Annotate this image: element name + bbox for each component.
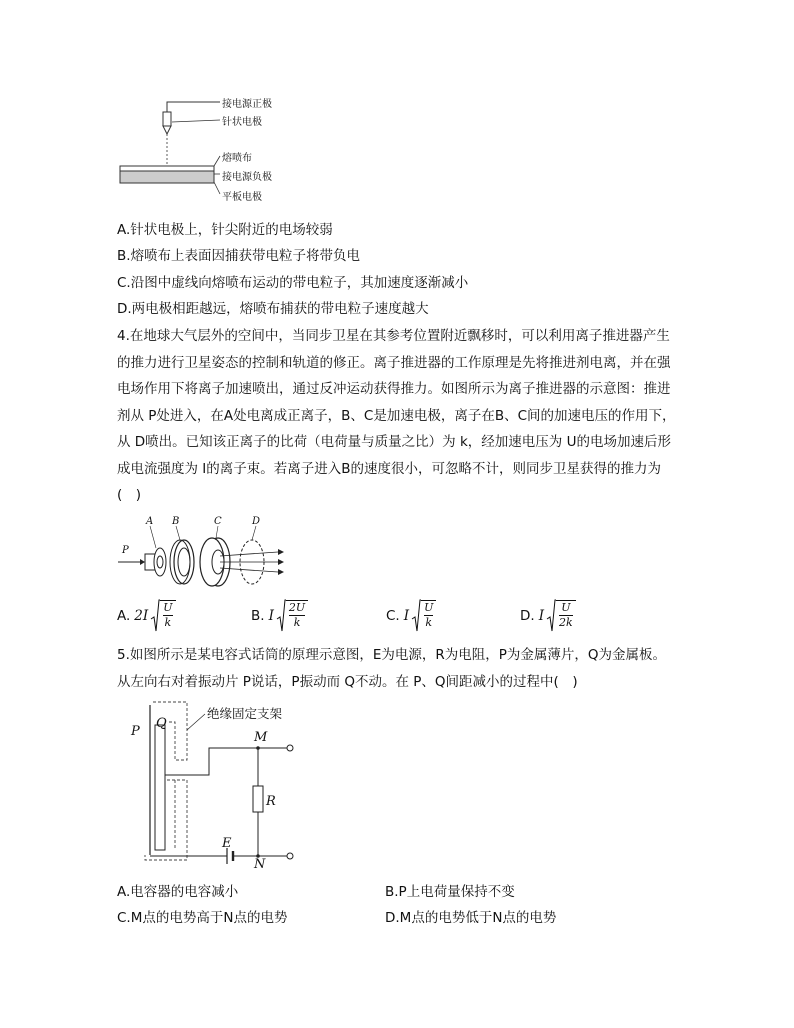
thruster-label-d: D xyxy=(252,516,261,527)
q3-option-a[interactable]: A.针状电极上，针尖附近的电场较弱 xyxy=(117,222,333,238)
q4-option-d-num: U xyxy=(561,601,571,614)
q4-option-a-label: A. xyxy=(117,608,131,624)
q4-option-a-den: k xyxy=(164,616,172,629)
q4-option-b[interactable] xyxy=(251,598,308,634)
radical-icon xyxy=(546,599,556,633)
q4-stem: 4.在地球大气层外的空间中，当同步卫星在其参考位置附近飘移时，可以利用离子推进器产生的推力进行卫星姿态的控制和轨道的修正。离子推进器的工作原理是先将推进剂电离，并在强电场作用下将离子加速喷出，通过反冲运动获得推力。如图所示为离子推进器的示意图：推进剂从 P处进入，在A处电离成正离子，B、C是加速电极，离子在B、C间的加速电压的作用下，从 D喷出。已知该正离子的比荷（电荷量与质量之比）为 k，经加速电压为 U的电场加速后形成电流强度为 I的离子束。若离子进入B的速度很小，可忽略不计，则同步卫星获得的推力为( ) xyxy=(117,328,676,503)
circuit-label-n: N xyxy=(254,857,266,872)
radical-icon xyxy=(411,599,421,633)
q4-option-b-label: B. xyxy=(251,608,265,624)
q4-option-b-den: k xyxy=(293,616,301,629)
circuit-label-e: E xyxy=(222,836,232,851)
q4-option-b-num: 2U xyxy=(288,601,306,614)
q4-option-c-coef: I xyxy=(403,608,410,624)
figure-electrode-diagram xyxy=(110,90,310,210)
q4-option-c-num: U xyxy=(424,601,434,614)
thruster-label-p: P xyxy=(122,545,129,556)
q5-option-c[interactable]: C.M点的电势高于N点的电势 xyxy=(117,910,288,926)
circuit-label-m: M xyxy=(254,730,268,745)
q4-option-a-num: U xyxy=(163,601,173,614)
q4-option-c-label: C. xyxy=(386,608,400,624)
q4-option-d-label: D. xyxy=(520,608,535,624)
q5-option-d[interactable]: D.M点的电势低于N点的电势 xyxy=(385,910,557,926)
label-negative: 接电源负极 xyxy=(222,172,272,183)
q4-option-c[interactable] xyxy=(386,598,436,634)
q5-option-a[interactable]: A.电容器的电容减小 xyxy=(117,884,239,900)
circuit-label-p: P xyxy=(131,724,140,739)
q4-option-b-coef: I xyxy=(268,608,274,624)
q4-option-a[interactable] xyxy=(117,598,176,634)
thruster-label-a: A xyxy=(146,516,154,527)
q5-stem: 5.如图所示是某电容式话筒的原理示意图，E为电源，R为电阻，P为金属薄片，Q为金属板。从左向右对着振动片 P说话，P振动而 Q不动。在 P、Q间距减小的过程中( ) xyxy=(117,647,667,690)
q3-option-b[interactable]: B.熔喷布上表面因捕获带电粒子将带负电 xyxy=(117,248,361,264)
figure-ion-thruster xyxy=(112,512,292,592)
label-needle: 针状电极 xyxy=(222,117,262,128)
support-label: 绝缘固定支架 xyxy=(207,706,283,721)
circuit-label-r: R xyxy=(266,794,276,809)
q5-option-b[interactable]: B.P上电荷量保持不变 xyxy=(385,884,515,900)
q4-option-d[interactable] xyxy=(520,598,576,634)
radical-icon xyxy=(150,599,160,633)
q4-option-d-coef: I xyxy=(538,608,545,624)
label-positive: 接电源正极 xyxy=(222,99,272,110)
q4-option-d-den: 2k xyxy=(559,616,573,629)
thruster-label-b: B xyxy=(172,516,180,527)
label-cloth: 熔喷布 xyxy=(222,153,252,164)
q3-option-d[interactable]: D.两电极相距越远，熔喷布捕获的带电粒子速度越大 xyxy=(117,301,429,317)
radical-icon xyxy=(276,599,286,633)
q3-option-c[interactable]: C.沿图中虚线向熔喷布运动的带电粒子，其加速度逐渐减小 xyxy=(117,275,469,291)
q4-option-c-den: k xyxy=(425,616,433,629)
label-plate: 平板电极 xyxy=(222,192,262,203)
thruster-label-c: C xyxy=(214,516,222,527)
figure-microphone-circuit xyxy=(125,700,300,870)
circuit-label-q: Q xyxy=(156,716,167,731)
q4-option-a-coef: 2I xyxy=(134,608,149,624)
